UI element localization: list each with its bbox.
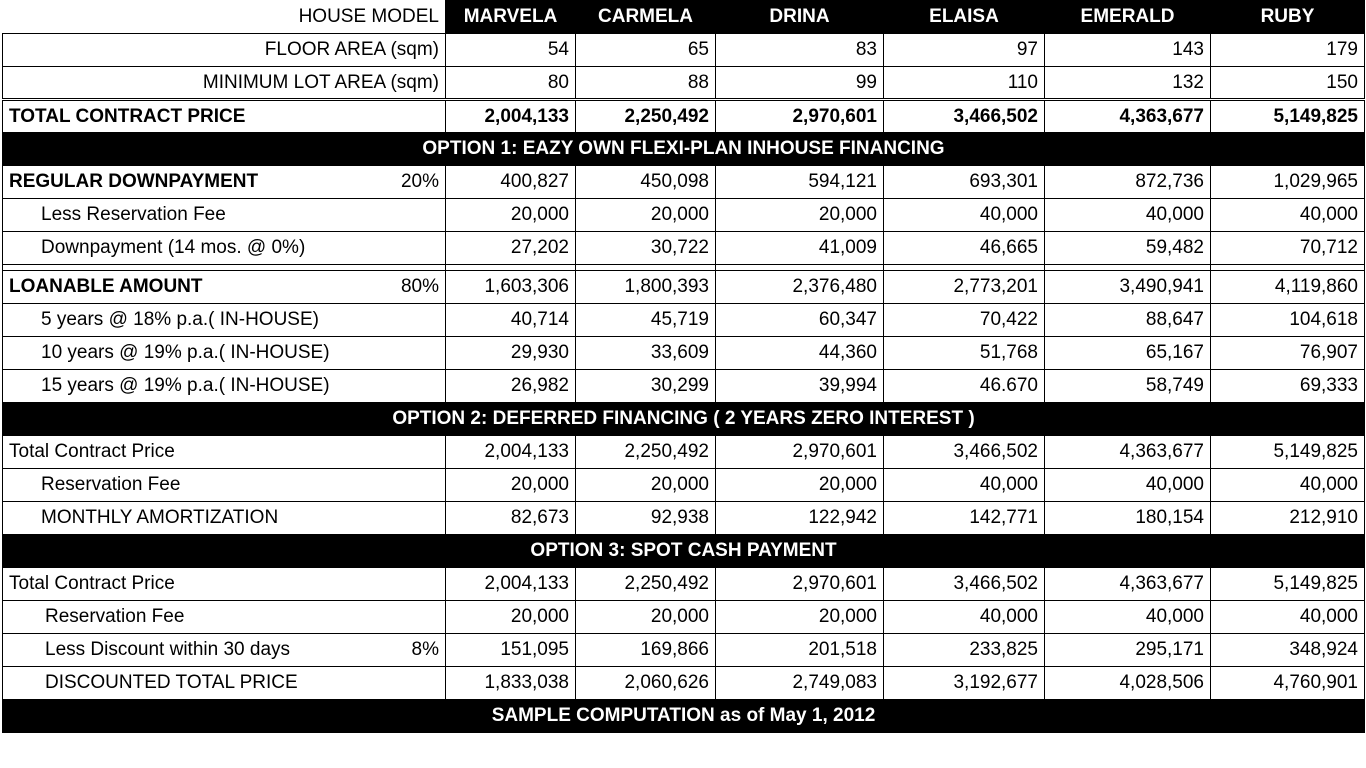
cell-value: 40,000 <box>884 601 1045 634</box>
cell-value: 40,000 <box>1211 469 1365 502</box>
cell-value: 179 <box>1211 34 1365 67</box>
footer-note: SAMPLE COMPUTATION as of May 1, 2012 <box>3 700 1365 733</box>
table-row <box>3 469 1365 502</box>
model-name: ELAISA <box>884 1 1045 34</box>
cell-value: 27,202 <box>446 232 576 265</box>
cell-value: 30,722 <box>576 232 716 265</box>
cell-value: 1,833,038 <box>446 667 576 700</box>
cell-value: 40,000 <box>884 469 1045 502</box>
cell-value: 5,149,825 <box>1211 100 1365 133</box>
cell-value: 2,970,601 <box>716 568 884 601</box>
cell-value: 4,363,677 <box>1045 568 1211 601</box>
cell-value: 20,000 <box>716 601 884 634</box>
cell-value: 59,482 <box>1045 232 1211 265</box>
cell-value: 2,004,133 <box>446 100 576 133</box>
row-label: 5 years @ 18% p.a.( IN-HOUSE) <box>3 304 446 337</box>
row-label: FLOOR AREA (sqm) <box>3 34 446 67</box>
section-title: OPTION 1: EAZY OWN FLEXI-PLAN INHOUSE FINANCING <box>3 133 1365 166</box>
table-row <box>3 304 1365 337</box>
cell-value: 2,004,133 <box>446 436 576 469</box>
cell-value: 3,192,677 <box>884 667 1045 700</box>
cell-value: 65,167 <box>1045 337 1211 370</box>
header-label: HOUSE MODEL <box>3 1 446 34</box>
section-title: OPTION 3: SPOT CASH PAYMENT <box>3 535 1365 568</box>
cell-value: 69,333 <box>1211 370 1365 403</box>
cell-value: 76,907 <box>1211 337 1365 370</box>
row-label: DISCOUNTED TOTAL PRICE <box>3 667 446 700</box>
model-name: MARVELA <box>446 1 576 34</box>
cell-value: 693,301 <box>884 166 1045 199</box>
cell-value: 2,250,492 <box>576 100 716 133</box>
row-label: Total Contract Price <box>3 436 446 469</box>
cell-value: 1,800,393 <box>576 271 716 304</box>
footer-band <box>3 700 1365 733</box>
cell-value: 20,000 <box>716 199 884 232</box>
cell-value: 88 <box>576 67 716 100</box>
cell-value: 594,121 <box>716 166 884 199</box>
cell-value: 142,771 <box>884 502 1045 535</box>
cell-value: 3,466,502 <box>884 568 1045 601</box>
cell-value: 151,095 <box>446 634 576 667</box>
cell-value: 82,673 <box>446 502 576 535</box>
cell-value: 2,970,601 <box>716 436 884 469</box>
row-label-text: LOANABLE AMOUNT <box>9 276 203 297</box>
row-label <box>3 166 446 199</box>
cell-value: 65 <box>576 34 716 67</box>
cell-value: 2,060,626 <box>576 667 716 700</box>
section-band <box>3 535 1365 568</box>
row-label: Downpayment (14 mos. @ 0%) <box>3 232 446 265</box>
cell-value: 44,360 <box>716 337 884 370</box>
percent-value: 20% <box>400 171 439 192</box>
cell-value: 58,749 <box>1045 370 1211 403</box>
table-row <box>3 166 1365 199</box>
cell-value: 29,930 <box>446 337 576 370</box>
row-label-text: REGULAR DOWNPAYMENT <box>9 171 259 192</box>
row-label <box>3 634 446 667</box>
cell-value: 20,000 <box>446 469 576 502</box>
cell-value: 4,760,901 <box>1211 667 1365 700</box>
cell-value: 169,866 <box>576 634 716 667</box>
cell-value: 92,938 <box>576 502 716 535</box>
section-band <box>3 133 1365 166</box>
cell-value: 2,773,201 <box>884 271 1045 304</box>
table-row <box>3 100 1365 133</box>
cell-value: 39,994 <box>716 370 884 403</box>
cell-value: 180,154 <box>1045 502 1211 535</box>
row-label: TOTAL CONTRACT PRICE <box>3 100 446 133</box>
cell-value: 46,665 <box>884 232 1045 265</box>
section-title: OPTION 2: DEFERRED FINANCING ( 2 YEARS ZERO INTEREST ) <box>3 403 1365 436</box>
cell-value: 20,000 <box>716 469 884 502</box>
cell-value: 2,376,480 <box>716 271 884 304</box>
cell-value: 212,910 <box>1211 502 1365 535</box>
cell-value: 54 <box>446 34 576 67</box>
row-label-text: Less Discount within 30 days <box>45 639 291 660</box>
cell-value: 3,466,502 <box>884 100 1045 133</box>
cell-value: 20,000 <box>576 469 716 502</box>
cell-value: 5,149,825 <box>1211 568 1365 601</box>
cell-value: 110 <box>884 67 1045 100</box>
cell-value: 5,149,825 <box>1211 436 1365 469</box>
table-row <box>3 634 1365 667</box>
table-row <box>3 34 1365 67</box>
cell-value: 4,028,506 <box>1045 667 1211 700</box>
table-row <box>3 232 1365 265</box>
cell-value: 40,000 <box>1045 199 1211 232</box>
cell-value: 132 <box>1045 67 1211 100</box>
cell-value: 20,000 <box>446 199 576 232</box>
cell-value: 2,250,492 <box>576 568 716 601</box>
table-row <box>3 271 1365 304</box>
cell-value: 99 <box>716 67 884 100</box>
cell-value: 2,250,492 <box>576 436 716 469</box>
cell-value: 41,009 <box>716 232 884 265</box>
cell-value: 150 <box>1211 67 1365 100</box>
cell-value: 400,827 <box>446 166 576 199</box>
cell-value: 70,422 <box>884 304 1045 337</box>
cell-value: 872,736 <box>1045 166 1211 199</box>
cell-value: 33,609 <box>576 337 716 370</box>
cell-value: 30,299 <box>576 370 716 403</box>
cell-value: 295,171 <box>1045 634 1211 667</box>
cell-value: 40,000 <box>1211 199 1365 232</box>
cell-value: 233,825 <box>884 634 1045 667</box>
cell-value: 450,098 <box>576 166 716 199</box>
cell-value: 3,466,502 <box>884 436 1045 469</box>
cell-value: 4,119,860 <box>1211 271 1365 304</box>
percent-value: 8% <box>411 639 439 660</box>
cell-value: 3,490,941 <box>1045 271 1211 304</box>
cell-value: 88,647 <box>1045 304 1211 337</box>
cell-value: 26,982 <box>446 370 576 403</box>
cell-value: 20,000 <box>576 601 716 634</box>
row-label: 15 years @ 19% p.a.( IN-HOUSE) <box>3 370 446 403</box>
row-label <box>3 271 446 304</box>
cell-value: 45,719 <box>576 304 716 337</box>
cell-value: 83 <box>716 34 884 67</box>
row-label: Reservation Fee <box>3 601 446 634</box>
cell-value: 2,749,083 <box>716 667 884 700</box>
table-row <box>3 370 1365 403</box>
table-row <box>3 601 1365 634</box>
table-row <box>3 67 1365 100</box>
cell-value: 4,363,677 <box>1045 436 1211 469</box>
cell-value: 20,000 <box>576 199 716 232</box>
cell-value: 51,768 <box>884 337 1045 370</box>
table-row <box>3 199 1365 232</box>
model-name: DRINA <box>716 1 884 34</box>
cell-value: 2,004,133 <box>446 568 576 601</box>
cell-value: 40,714 <box>446 304 576 337</box>
table-row <box>3 568 1365 601</box>
row-label: Total Contract Price <box>3 568 446 601</box>
model-name: CARMELA <box>576 1 716 34</box>
cell-value: 46.670 <box>884 370 1045 403</box>
model-name: RUBY <box>1211 1 1365 34</box>
row-label: 10 years @ 19% p.a.( IN-HOUSE) <box>3 337 446 370</box>
cell-value: 40,000 <box>1211 601 1365 634</box>
cell-value: 40,000 <box>1045 469 1211 502</box>
cell-value: 60,347 <box>716 304 884 337</box>
row-label: Less Reservation Fee <box>3 199 446 232</box>
cell-value: 40,000 <box>884 199 1045 232</box>
percent-value: 80% <box>400 276 439 297</box>
row-label: MONTHLY AMORTIZATION <box>3 502 446 535</box>
table-row <box>3 667 1365 700</box>
model-name: EMERALD <box>1045 1 1211 34</box>
row-label: MINIMUM LOT AREA (sqm) <box>3 67 446 100</box>
cell-value: 348,924 <box>1211 634 1365 667</box>
cell-value: 2,970,601 <box>716 100 884 133</box>
table-row <box>3 502 1365 535</box>
header-row <box>3 1 1365 34</box>
row-label: Reservation Fee <box>3 469 446 502</box>
cell-value: 40,000 <box>1045 601 1211 634</box>
section-band <box>3 403 1365 436</box>
cell-value: 70,712 <box>1211 232 1365 265</box>
cell-value: 97 <box>884 34 1045 67</box>
cell-value: 122,942 <box>716 502 884 535</box>
cell-value: 104,618 <box>1211 304 1365 337</box>
cell-value: 143 <box>1045 34 1211 67</box>
cell-value: 80 <box>446 67 576 100</box>
cell-value: 4,363,677 <box>1045 100 1211 133</box>
cell-value: 201,518 <box>716 634 884 667</box>
price-table <box>2 0 1365 733</box>
cell-value: 1,603,306 <box>446 271 576 304</box>
table-row <box>3 436 1365 469</box>
cell-value: 20,000 <box>446 601 576 634</box>
table-row <box>3 337 1365 370</box>
cell-value: 1,029,965 <box>1211 166 1365 199</box>
